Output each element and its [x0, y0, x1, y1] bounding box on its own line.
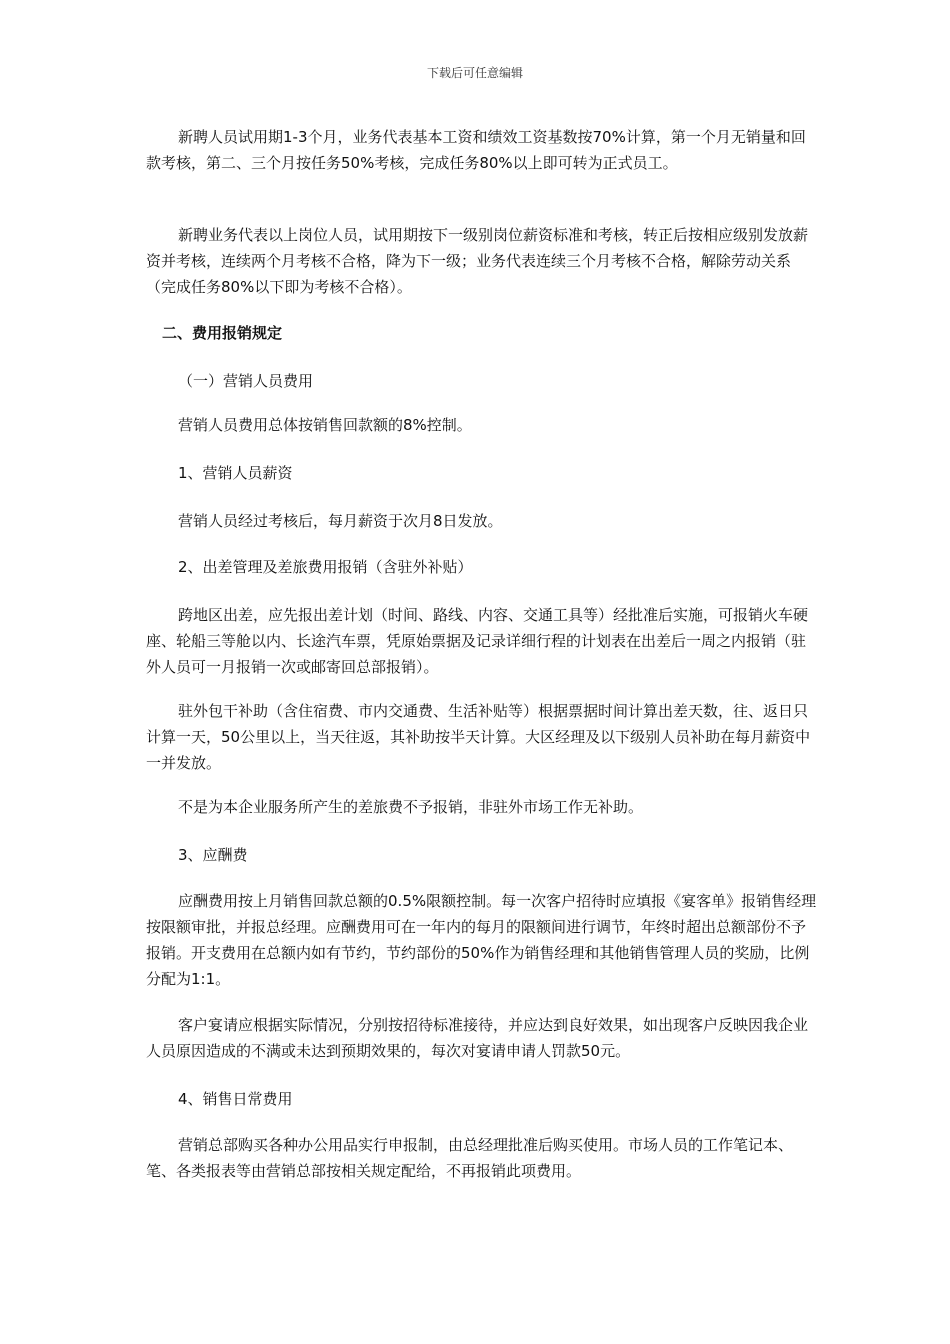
- paragraph-client-banquet: 客户宴请应根据实际情况，分别按招待标准接待，并应达到良好效果，如出现客户反映因我企业人员原因造成的不满或未达到预期效果的，每次对宴请申请人罚款50元。: [146, 1016, 809, 1060]
- subheading-daily-expense: 4、销售日常费用: [178, 1090, 293, 1108]
- section-heading-expense: 二、费用报销规定: [162, 324, 283, 342]
- subheading-salary: 1、营销人员薪资: [178, 464, 293, 482]
- paragraph-travel-reimbursement: 跨地区出差，应先报出差计划（时间、路线、内容、交通工具等）经批准后实施，可报销火车硬座、轮船三等舱以内、长途汽车票，凭原始票据及记录详细行程的计划表在出差后一周之内报销（驻外人员可一月报销一次或邮寄回总部报销）。: [146, 606, 809, 676]
- subheading-entertainment: 3、应酬费: [178, 846, 248, 864]
- page-header: 下载后可任意编辑: [426, 66, 523, 80]
- paragraph-salary: 营销人员经过考核后，每月薪资于次月8日发放。: [178, 512, 503, 530]
- paragraph-entertainment-limit: 应酬费用按上月销售回款总额的0.5%限额控制。每一次客户招待时应填报《宴客单》报销售经理按限额审批，并报总经理。应酬费用可在一年内的每月的限额间进行调节，年终时超出总额部份不予报销。开支费用在总额内如有节约，节约部份的50%作为销售经理和其他销售管理人员的奖励，比例分配为1:1。: [146, 892, 817, 988]
- subheading-marketing-expense: （一）营销人员费用: [178, 372, 314, 390]
- paragraph-probation-senior: 新聘业务代表以上岗位人员，试用期按下一级别岗位薪资标准和考核，转正后按相应级别发放薪资并考核，连续两个月考核不合格，降为下一级；业务代表连续三个月考核不合格，解除劳动关系（完成任务80%以下即为考核不合格）。: [146, 226, 809, 296]
- paragraph-probation-staff: 新聘人员试用期1-3个月，业务代表基本工资和绩效工资基数按70%计算，第一个月无销量和回款考核，第二、三个月按任务50%考核，完成任务80%以上即可转为正式员工。: [146, 128, 806, 172]
- paragraph-allowance: 驻外包干补助（含住宿费、市内交通费、生活补贴等）根据票据时间计算出差天数，往、返日只计算一天，50公里以上，当天往返，其补助按半天计算。大区经理及以下级别人员补助在每月薪资中一并发放。: [146, 702, 811, 772]
- subheading-travel: 2、出差管理及差旅费用报销（含驻外补贴）: [178, 558, 473, 576]
- paragraph-office-supplies: 营销总部购买各种办公用品实行申报制，由总经理批准后购买使用。市场人员的工作笔记本、笔、各类报表等由营销总部按相关规定配给，不再报销此项费用。: [146, 1136, 794, 1180]
- paragraph-no-reimbursement: 不是为本企业服务所产生的差旅费不予报销，非驻外市场工作无补助。: [178, 798, 644, 816]
- paragraph-expense-control: 营销人员费用总体按销售回款额的8%控制。: [178, 416, 472, 434]
